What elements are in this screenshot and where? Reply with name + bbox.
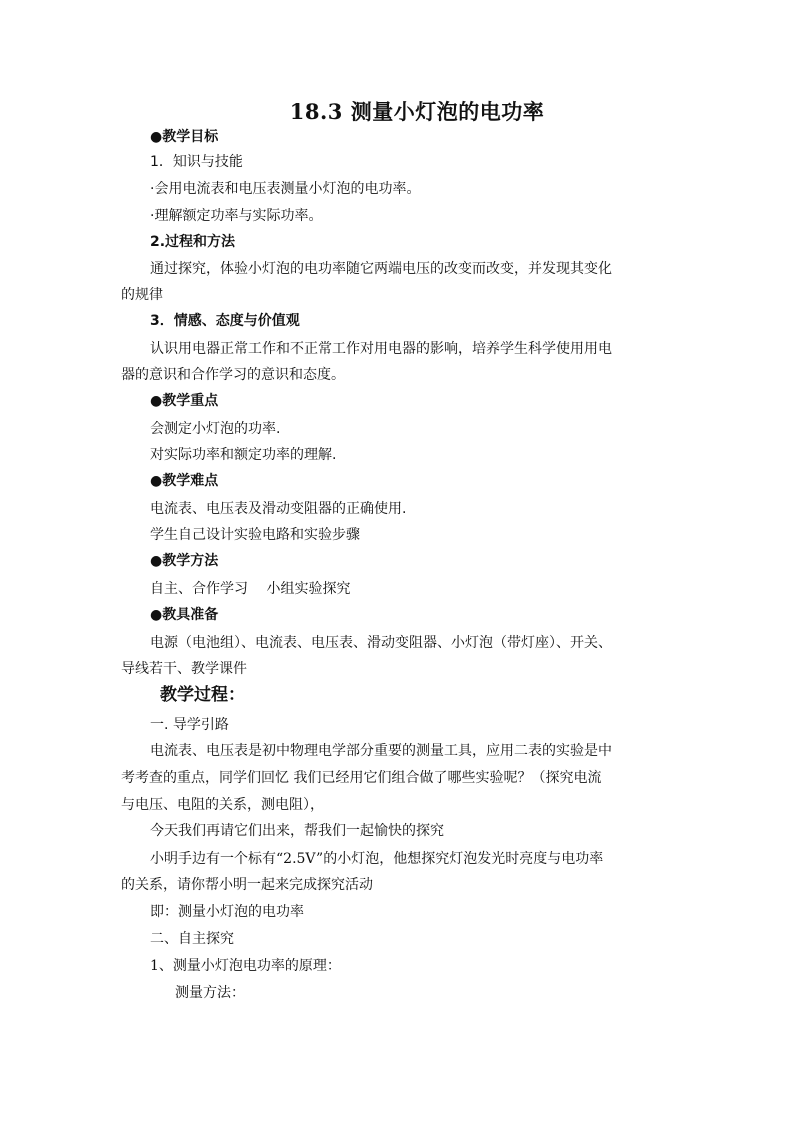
process-method: 测量方法：: [175, 985, 245, 1001]
key-point-2: 对实际功率和额定功率的理解.: [150, 447, 337, 463]
section-heading-process: 教学过程：: [160, 685, 245, 705]
page-title: 18.3 测量小灯泡的电功率: [289, 99, 545, 124]
process-step-explore: 二、自主探究: [150, 931, 234, 947]
process-paragraph-3-line-2: 的关系，请你帮小明一起来完成探究活动: [121, 877, 373, 893]
section-heading-tools: ●教具准备: [150, 607, 219, 623]
goal-knowledge-item-2: ·理解额定功率与实际功率。: [150, 208, 323, 224]
section-heading-key-points: ●教学重点: [150, 393, 219, 409]
section-heading-difficulties: ●教学难点: [150, 473, 219, 489]
goal-process-text-line-2: 的规律: [121, 287, 163, 303]
goal-knowledge-item-1: ·会用电流表和电压表测量小灯泡的电功率。: [150, 181, 421, 197]
difficulty-1: 电流表、电压表及滑动变阻器的正确使用.: [150, 501, 407, 517]
goal-process-text-line-1: 通过探究，体验小灯泡的电功率随它两端电压的改变而改变，并发现其变化: [150, 261, 612, 277]
goal-attitude-heading: 3．情感、态度与价值观: [150, 313, 300, 329]
goal-process-heading: 2.过程和方法: [150, 234, 236, 250]
tools-text-line-2: 导线若干、教学课件: [121, 661, 247, 677]
process-paragraph-1-line-3: 与电压、电阻的关系，测电阻），: [121, 797, 324, 813]
goal-knowledge-heading: 1．知识与技能: [150, 154, 243, 170]
difficulty-2: 学生自己设计实验电路和实验步骤: [150, 527, 360, 543]
process-paragraph-4: 即：测量小灯泡的电功率: [150, 904, 304, 920]
method-text: 自主、合作学习 小组实验探究: [150, 581, 351, 597]
process-paragraph-1-line-1: 电流表、电压表是初中物理电学部分重要的测量工具，应用二表的实验是中: [150, 743, 612, 759]
tools-text-line-1: 电源（电池组）、电流表、电压表、滑动变阻器、小灯泡（带灯座）、开关、: [150, 635, 612, 651]
process-paragraph-1-line-2: 考考查的重点，同学们回忆 我们已经用它们组合做了哪些实验呢？（探究电流: [121, 770, 602, 786]
goal-attitude-text-line-2: 器的意识和合作学习的意识和态度。: [121, 367, 345, 383]
process-principle: 1、测量小灯泡电功率的原理：: [150, 958, 341, 974]
process-paragraph-3-line-1: 小明手边有一个标有“2.5V”的小灯泡，他想探究灯泡发光时亮度与电功率: [150, 851, 604, 867]
process-step-guide: 一. 导学引路: [150, 717, 229, 733]
section-heading-goals: ●教学目标: [150, 129, 219, 145]
goal-attitude-text-line-1: 认识用电器正常工作和不正常工作对用电器的影响，培养学生科学使用用电: [150, 341, 612, 357]
section-heading-methods: ●教学方法: [150, 553, 219, 569]
process-paragraph-2: 今天我们再请它们出来，帮我们一起愉快的探究: [150, 823, 444, 839]
key-point-1: 会测定小灯泡的功率.: [150, 421, 281, 437]
